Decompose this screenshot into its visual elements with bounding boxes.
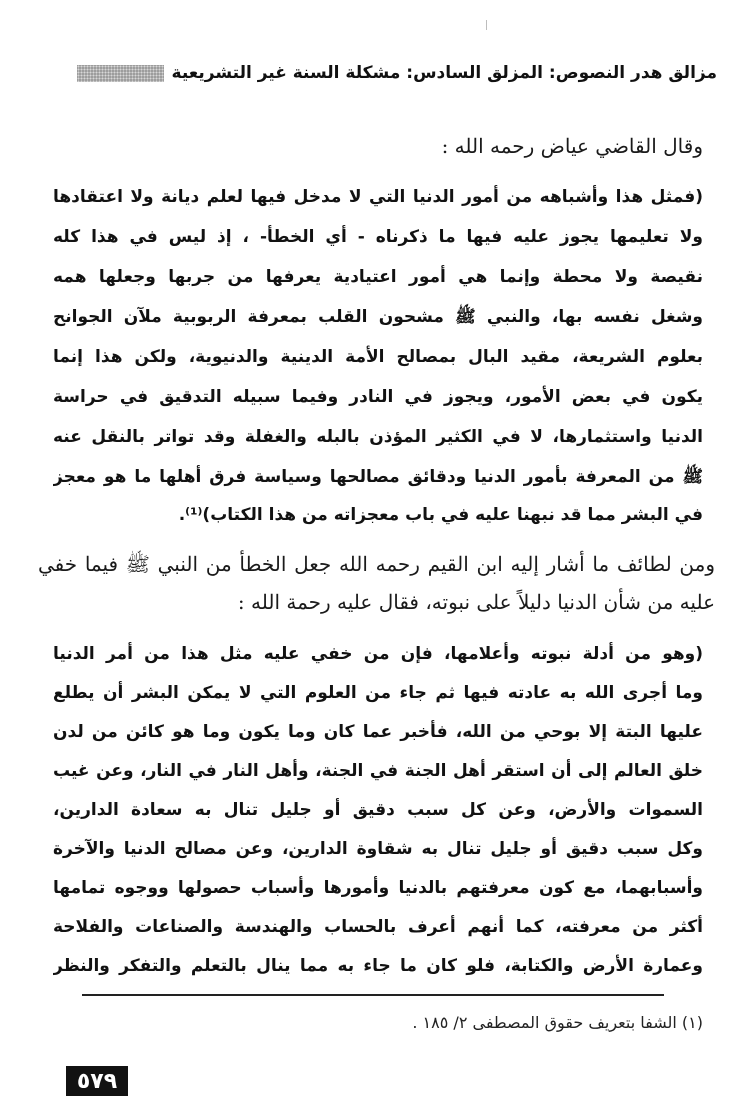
text-line: بعلوم الشريعة، مقيد البال بمصالح الأمة الدينية والدنيوية، ولكن هذا إنما xyxy=(53,347,703,367)
text-line: عليه من شأن الدنيا دليلاً على نبوته، فقال عليه رحمة الله : xyxy=(237,590,715,614)
text-line: (وهو من أدلة نبوته وأعلامها، فإن من خفي عليه مثل هذا من أمر الدنيا xyxy=(53,644,703,664)
text-line: خلق العالم إلى أن استقر أهل الجنة في الجنة، وأهل النار في النار، وعن غيب xyxy=(53,761,703,781)
page-number-badge: ٥٧٩ xyxy=(66,1066,128,1096)
text-line: الدنيا واستثمارها، لا في الكثير المؤذن بالبله والغفلة وقد تواتر بالنقل عنه xyxy=(53,427,703,447)
footnote: (١) الشفا بتعريف حقوق المصطفى ٢/ ١٨٥ . xyxy=(412,1013,703,1032)
registration-mark xyxy=(486,20,487,30)
text-line: ولا تعليمها يجوز عليه فيها ما ذكرناه - أي الخطأ- ، إذ ليس في هذا كله xyxy=(53,227,703,247)
footnote-divider xyxy=(82,994,664,996)
text-line: يكون في بعض الأمور، ويجوز في النادر وفيما سبيله التدقيق في حراسة xyxy=(53,387,703,407)
text-line: في البشر مما قد نبهنا عليه في باب معجزاته من هذا الكتاب)⁽¹⁾. xyxy=(178,505,703,525)
text-line: السموات والأرض، وعن كل سبب دقيق أو جليل تنال به سعادة الدارين، xyxy=(53,800,703,820)
text-line: أكثر من معرفته، كما أنهم أعرف بالحساب والهندسة والصناعات والفلاحة xyxy=(53,917,703,937)
text-line: وقال القاضي عياض رحمه الله : xyxy=(441,134,703,158)
running-header xyxy=(77,58,717,88)
text-line: وعمارة الأرض والكتابة، فلو كان ما جاء به مما ينال بالتعلم والتفكر والنظر xyxy=(53,956,703,976)
text-line: وشغل نفسه بها، والنبي ﷺ مشحون القلب بمعرفة الربوبية ملآن الجوانح xyxy=(53,307,703,327)
text-line: (فمثل هذا وأشباهه من أمور الدنيا التي لا مدخل فيها لعلم ديانة ولا اعتقادها xyxy=(53,187,703,207)
text-line: ﷺ من المعرفة بأمور الدنيا ودقائق مصالحها وسياسة فرق أهلها ما هو معجز xyxy=(53,467,703,487)
running-header-bar xyxy=(77,65,164,82)
text-line: ومن لطائف ما أشار إليه ابن القيم رحمه الله جعل الخطأ من النبي ﷺ فيما خفي xyxy=(38,552,715,576)
running-header-title: مزالق هدر النصوص: المزلق السادس: مشكلة السنة غير التشريعية xyxy=(171,63,717,83)
text-line: نقيصة ولا محطة وإنما هي أمور اعتيادية يعرفها من جربها وجعلها همه xyxy=(53,267,703,287)
text-line: وأسبابهما، مع كون معرفتهم بالدنيا وأمورها وأسباب حصولها ووجوه تمامها xyxy=(53,878,703,898)
text-line: وكل سبب دقيق أو جليل تنال به شقاوة الدارين، وعن مصالح الدنيا والآخرة xyxy=(53,839,703,859)
text-line: عليها البتة إلا بوحي من الله، فأخبر عما كان وما يكون وما هو كائن من لدن xyxy=(53,722,703,742)
text-line: وما أجرى الله به عادته فيها ثم جاء من العلوم التي لا يمكن البشر أن يطلع xyxy=(53,683,703,703)
